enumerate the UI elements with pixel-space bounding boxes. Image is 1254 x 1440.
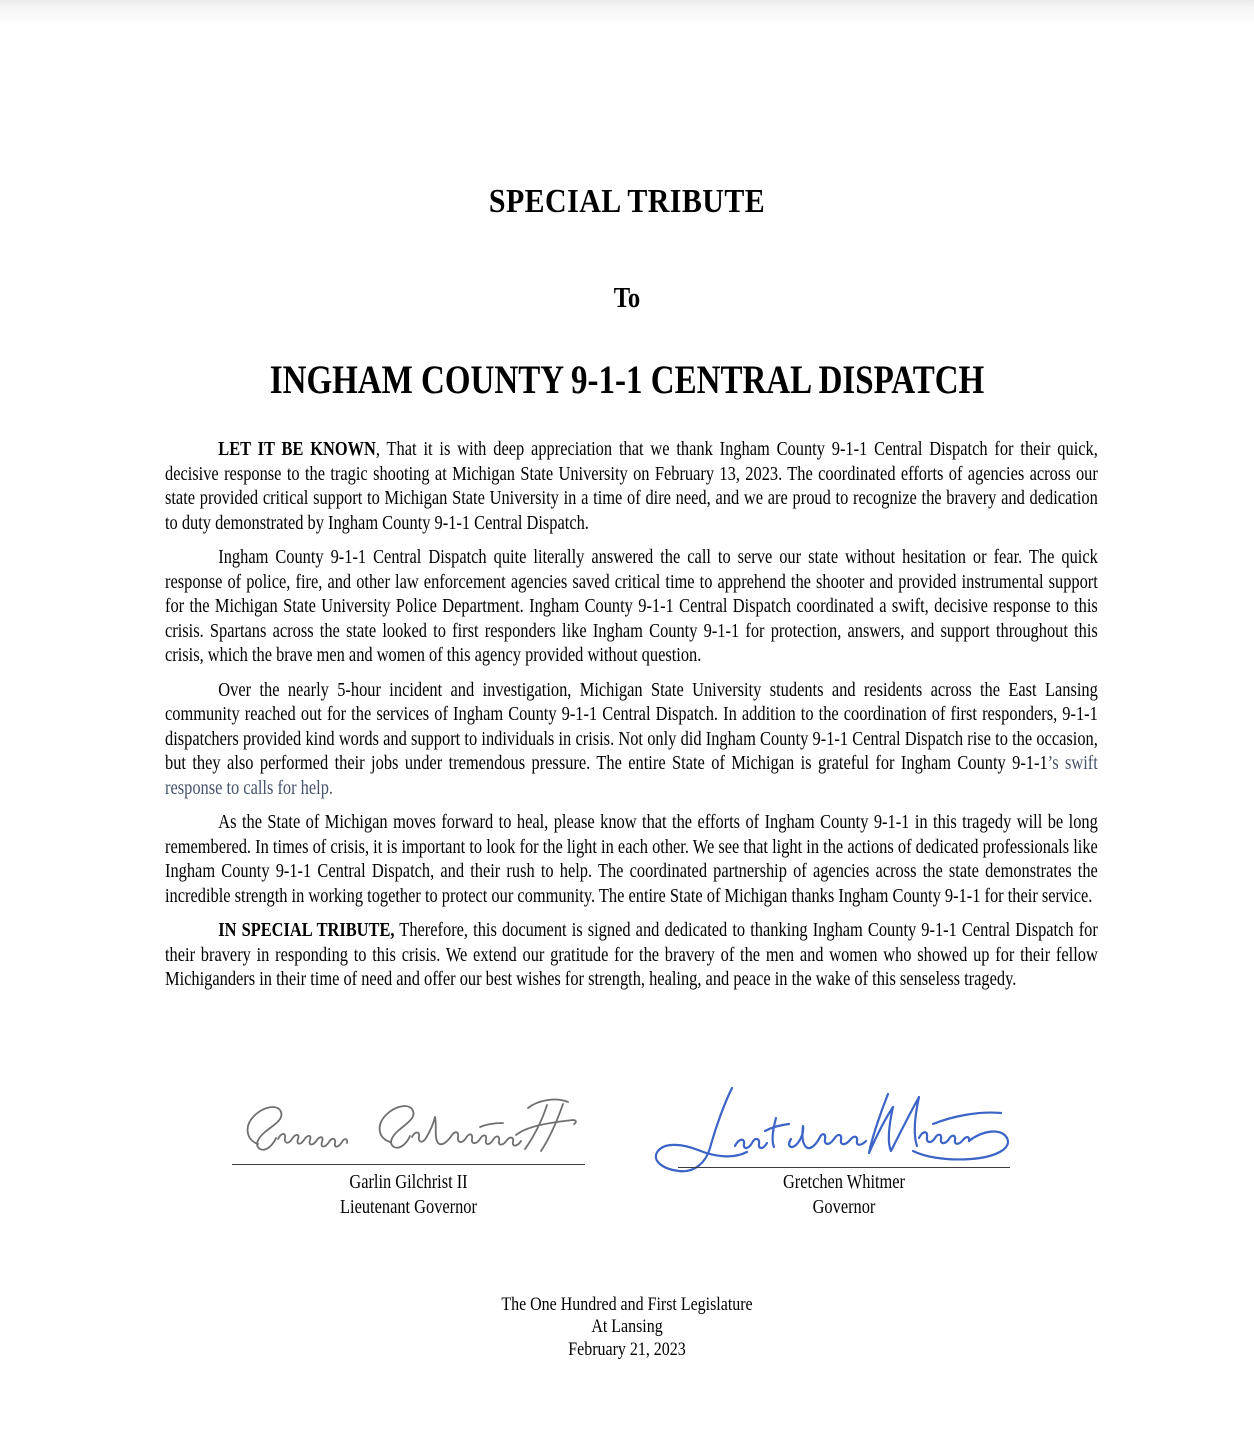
paragraph-in-special-tribute [165,918,1098,992]
signatory-title: Lieutenant Governor [340,1197,477,1218]
whitmer-signature-block [705,1170,984,1220]
date-line: February 21, 2023 [568,1338,686,1360]
paragraph-answered-the-call [165,545,1098,668]
gilchrist-signature-line [232,1164,585,1165]
legislature-line: The One Hundred and First Legislature [501,1294,753,1315]
whitmer-signature-drawing [635,1082,1020,1177]
paragraph-text: As the State of Michigan moves forward to heal, please know that the efforts of Ingham County 9-1-1 in this tragedy will be long remembered. In times of crisis, it is important to look for the light in each other. We see that light in the actions of dedicated professionals like Ingham County 9-1-1 Central Dispatch, and their rush to help. The coordinated partnership of agencies across the state demonstrates the incredible strength in working together to protect our community. The entire State of Michigan thanks Ingham County 9-1-1 for their service. [165,811,1098,907]
paragraph-text: , That it is with deep appreciation that we thank Ingham County 9-1-1 Central Dispatch for their quick, decisive response to the tragic shooting at Michigan State University on February 13, 2023. The coordinated efforts of agencies across our state provided critical support to Michigan State University in a time of dire need, and we are proud to recognize the bravery and dedication to duty demonstrated by Ingham County 9-1-1 Central Dispatch. [165,438,1098,534]
paragraph-let-it-be-known [165,437,1098,535]
paragraph-text: Over the nearly 5-hour incident and investigation, Michigan State University students and residents across the East Lansing community reached out for the services of Ingham County 9-1-1 Central Dispatch. In addition to the coordination of first responders, 9-1-1 dispatchers provided kind words and support to individuals in crisis. Not only did Ingham County 9-1-1 Central Dispatch rise to the occasion, but they also performed their jobs under tremendous pressure. The entire State of Michigan is grateful for Ingham County 9-1-1 [165,678,1098,774]
signatory-title: Governor [812,1197,876,1218]
location-line: At Lansing [591,1316,663,1338]
recipient-name: INGHAM COUNTY 9-1-1 CENTRAL DISPATCH [269,357,985,402]
signatory-name: Gretchen Whitmer [782,1172,906,1193]
paragraph-muted-tail: ’s swift response to calls for help. [165,752,1098,799]
dedication-to: To [613,283,641,314]
paragraph-lead: IN SPECIAL TRIBUTE, [218,919,395,941]
paragraph-five-hour-incident [165,678,1098,801]
paragraph-text: Ingham County 9-1-1 Central Dispatch quite literally answered the call to serve our state without hesitation or fear. The quick response of police, fire, and other law enforcement agencies saved critical time to apprehend the shooter and provided instrumental support for the Michigan State University Police Department. Ingham County 9-1-1 Central Dispatch coordinated a swift, decisive response to this crisis. Spartans across the state looked to first responders like Ingham County 9-1-1 for protection, answers, and support throughout this crisis, which the brave men and women of this agency provided without question. [165,546,1098,666]
gilchrist-signature-block [260,1170,557,1220]
paragraph-lead: LET IT BE KNOWN [218,438,376,460]
legislature-footer [100,1294,1153,1361]
signatory-name: Garlin Gilchrist II [349,1172,468,1193]
paragraph-text: Therefore, this document is signed and dedicated to thanking Ingham County 9-1-1 Central Dispatch for their bravery in responding to this crisis. We extend our gratitude for the bravery of the men and women who showed up for their fellow Michiganders in their time of need and offer our best wishes for strength, healing, and peace in the wake of this senseless tragedy. [165,919,1098,990]
document-title: SPECIAL TRIBUTE [488,183,766,220]
whitmer-signature-line [678,1167,1010,1168]
document-body [165,437,1098,1002]
paragraph-moves-forward-to-heal [165,810,1098,908]
gilchrist-signature-drawing [228,1094,588,1166]
